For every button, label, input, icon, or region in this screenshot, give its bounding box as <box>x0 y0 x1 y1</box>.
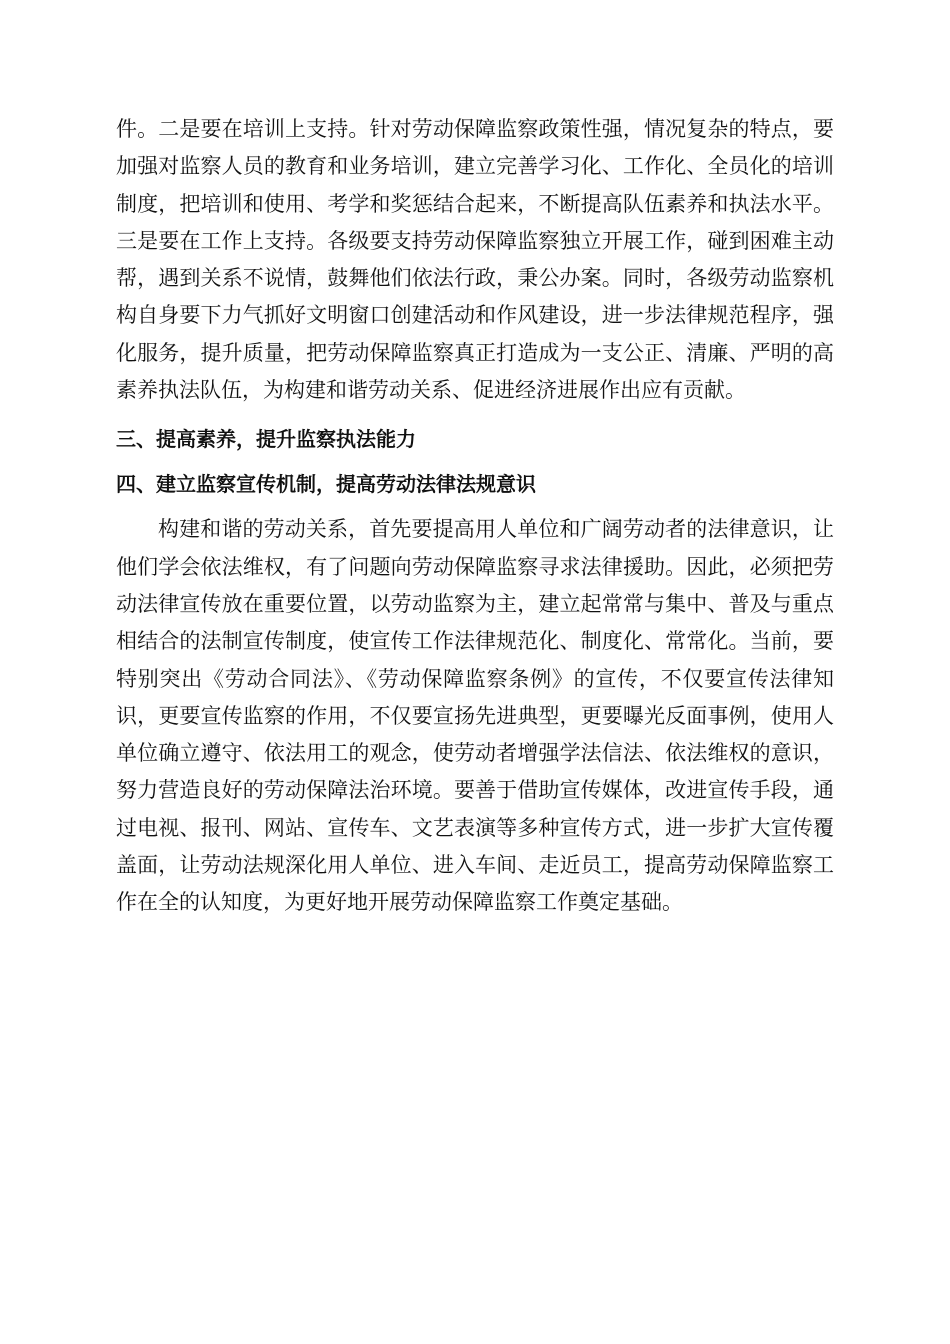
section-heading-4: 四、建立监察宣传机制，提高劳动法律法规意识 <box>116 472 536 497</box>
paragraph-continuation: 件。二是要在培训上支持。针对劳动保障监察政策性强，情况复杂的特点，要加强对监察人员的教育和业务培训，建立完善学习化、工作化、全员化的培训制度，把培训和使用、考学和奖惩结合起来，不断提高队伍素养和执法水平。三是要在工作上支持。各级要支持劳动保障监察独立开展工作，碰到困难主动帮，遇到关系不说情，鼓舞他们依法行政，秉公办案。同时，各级劳动监察机构自身要下力气抓好文明窗口创建活动和作风建设，进一步法律规范程序，强化服务，提升质量，把劳动保障监察真正打造成为一支公正、清廉、严明的高素养执法队伍，为构建和谐劳动关系、促进经济进展作出应有贡献。 <box>116 117 834 403</box>
section-heading-3: 三、提高素养，提升监察执法能力 <box>116 427 416 452</box>
paragraph-section-4: 构建和谐的劳动关系，首先要提高用人单位和广阔劳动者的法律意识，让他们学会依法维权，有了问题向劳动保障监察寻求法律援助。因此，必须把劳动法律宣传放在重要位置，以劳动监察为主，建立起常常与集中、普及与重点相结合的法制宣传制度，使宣传工作法律规范化、制度化、常常化。当前，要特别突出《劳动合同法》、《劳动保障监察条例》的宣传，不仅要宣传法律知识，更要宣传监察的作用，不仅要宣扬先进典型，更要曝光反面事例，使用人单位确立遵守、依法用工的观念，使劳动者增强学法信法、依法维权的意识，努力营造良好的劳动保障法治环境。要善于借助宣传媒体，改进宣传手段，通过电视、报刊、网站、宣传车、文艺表演等多种宣传方式，进一步扩大宣传覆盖面，让劳动法规深化用人单位、进入车间、走近员工，提高劳动保障监察工作在全的认知度，为更好地开展劳动保障监察工作奠定基础。 <box>116 517 834 915</box>
document-body <box>116 111 834 922</box>
spacer <box>116 458 834 466</box>
spacer <box>116 409 834 421</box>
spacer <box>116 503 834 511</box>
